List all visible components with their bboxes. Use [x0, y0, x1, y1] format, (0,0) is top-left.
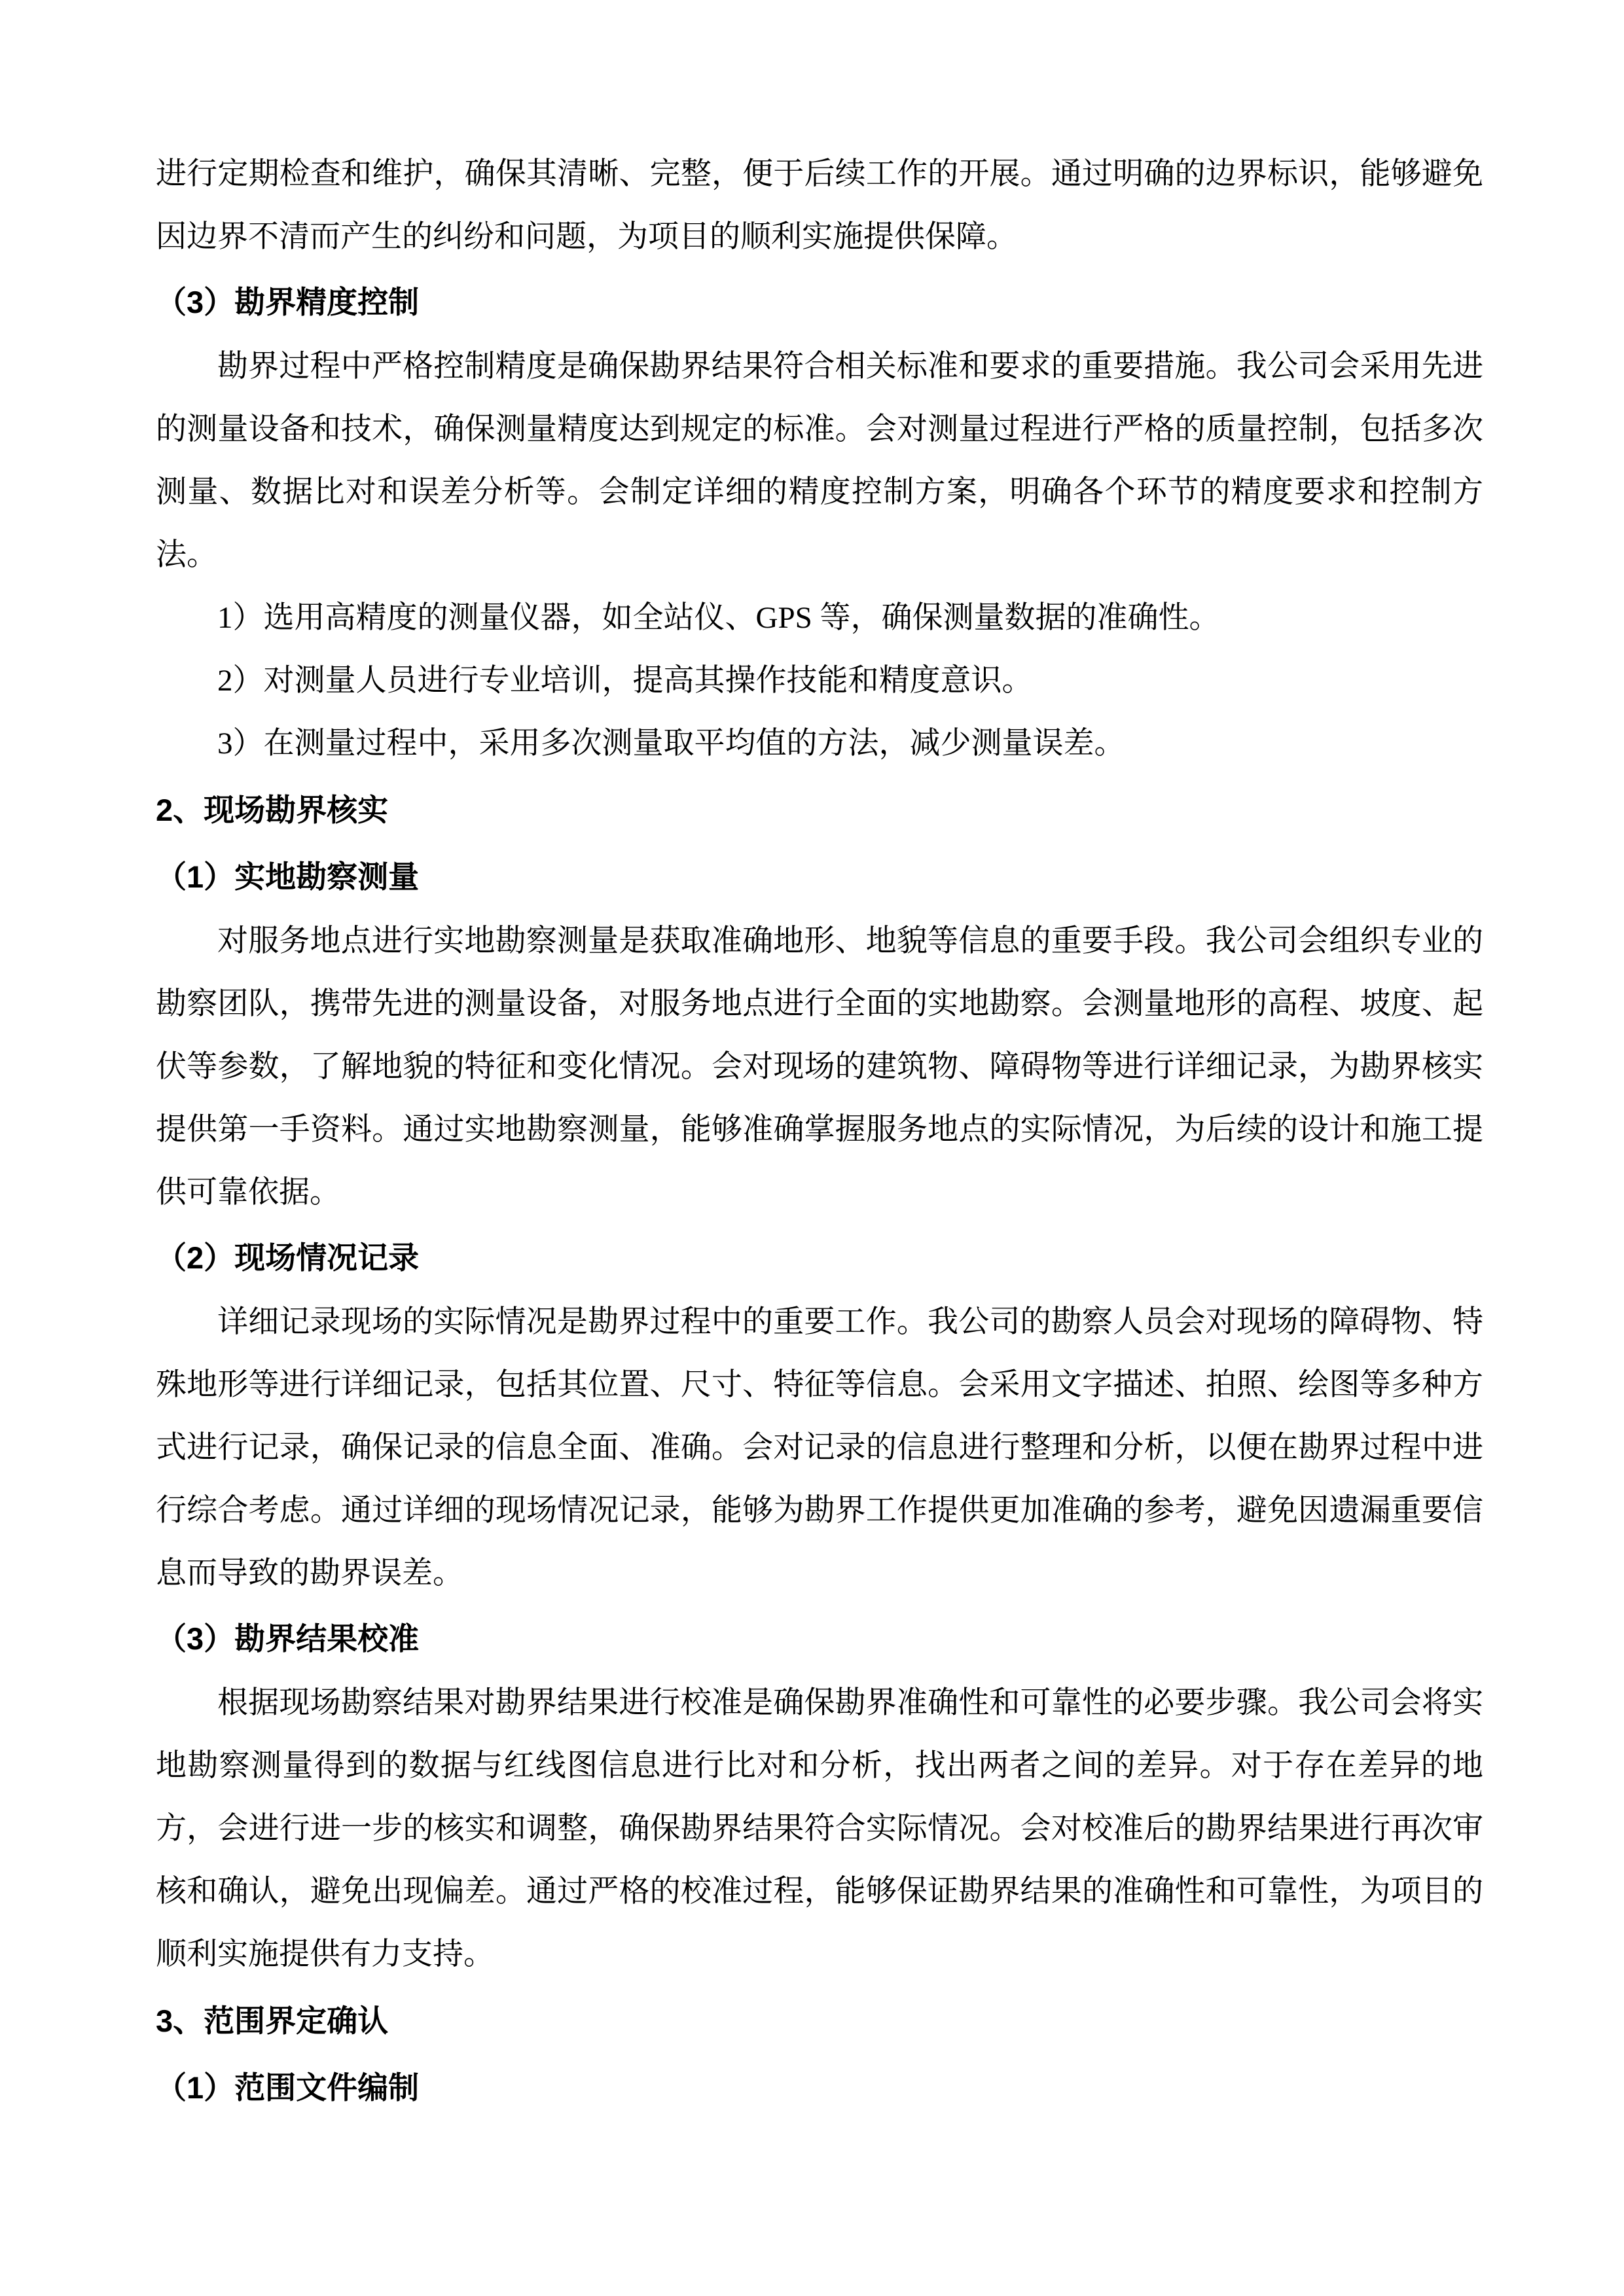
section-heading-scope-document: （1）范围文件编制	[156, 2070, 420, 2105]
paragraph: 对服务地点进行实地勘察测量是获取准确地形、地貌等信息的重要手段。我公司会组织专业的勘察团队，携带先进的测量设备，对服务地点进行全面的实地勘察。会测量地形的高程、坡度、起伏等参数，了解地貌的特征和变化情况。会对现场的建筑物、障碍物等进行详细记录，为勘界核实提供第一手资料。通过实地勘察测量，能够准确掌握服务地点的实际情况，为后续的设计和施工提供可靠依据。	[156, 924, 1483, 1210]
section-heading-precision-control: （3）勘界精度控制	[156, 285, 420, 319]
section-heading-site-record: （2）现场情况记录	[156, 1240, 420, 1275]
list-item-1: 1）选用高精度的测量仪器，如全站仪、GPS 等，确保测量数据的准确性。	[217, 601, 1220, 635]
paragraph: 勘界过程中严格控制精度是确保勘界结果符合相关标准和要求的重要措施。我公司会采用先进的测量设备和技术，确保测量精度达到规定的标准。会对测量过程进行严格的质量控制，包括多次测量、数据比对和误差分析等。会制定详细的精度控制方案，明确各个环节的精度要求和控制方法。	[156, 350, 1483, 572]
section-heading-result-calibration: （3）勘界结果校准	[156, 1621, 420, 1656]
paragraph-continuation: 进行定期检查和维护，确保其清晰、完整，便于后续工作的开展。通过明确的边界标识，能够避免因边界不清而产生的纠纷和问题，为项目的顺利实施提供保障。	[156, 157, 1483, 254]
list-item-3: 3）在测量过程中，采用多次测量取平均值的方法，减少测量误差。	[217, 726, 1125, 761]
section-heading-field-survey: （1）实地勘察测量	[156, 859, 420, 894]
list-item-2: 2）对测量人员进行专业培训，提高其操作技能和精度意识。	[217, 664, 1033, 698]
paragraph: 根据现场勘察结果对勘界结果进行校准是确保勘界准确性和可靠性的必要步骤。我公司会将实地勘察测量得到的数据与红线图信息进行比对和分析，找出两者之间的差异。对于存在差异的地方，会进行进一步的核实和调整，确保勘界结果符合实际情况。会对校准后的勘界结果进行再次审核和确认，避免出现偏差。通过严格的校准过程，能够保证勘界结果的准确性和可靠性，为项目的顺利实施提供有力支持。	[156, 1686, 1483, 1971]
paragraph: 详细记录现场的实际情况是勘界过程中的重要工作。我公司的勘察人员会对现场的障碍物、特殊地形等进行详细记录，包括其位置、尺寸、特征等信息。会采用文字描述、拍照、绘图等多种方式进行记录，确保记录的信息全面、准确。会对记录的信息进行整理和分析，以便在勘界过程中进行综合考虑。通过详细的现场情况记录，能够为勘界工作提供更加准确的参考，避免因遗漏重要信息而导致的勘界误差。	[156, 1305, 1483, 1590]
section-heading-scope-confirmation: 3、范围界定确认	[156, 2003, 389, 2038]
section-heading-onsite-verification: 2、现场勘界核实	[156, 793, 389, 827]
document-body	[156, 143, 1483, 2121]
